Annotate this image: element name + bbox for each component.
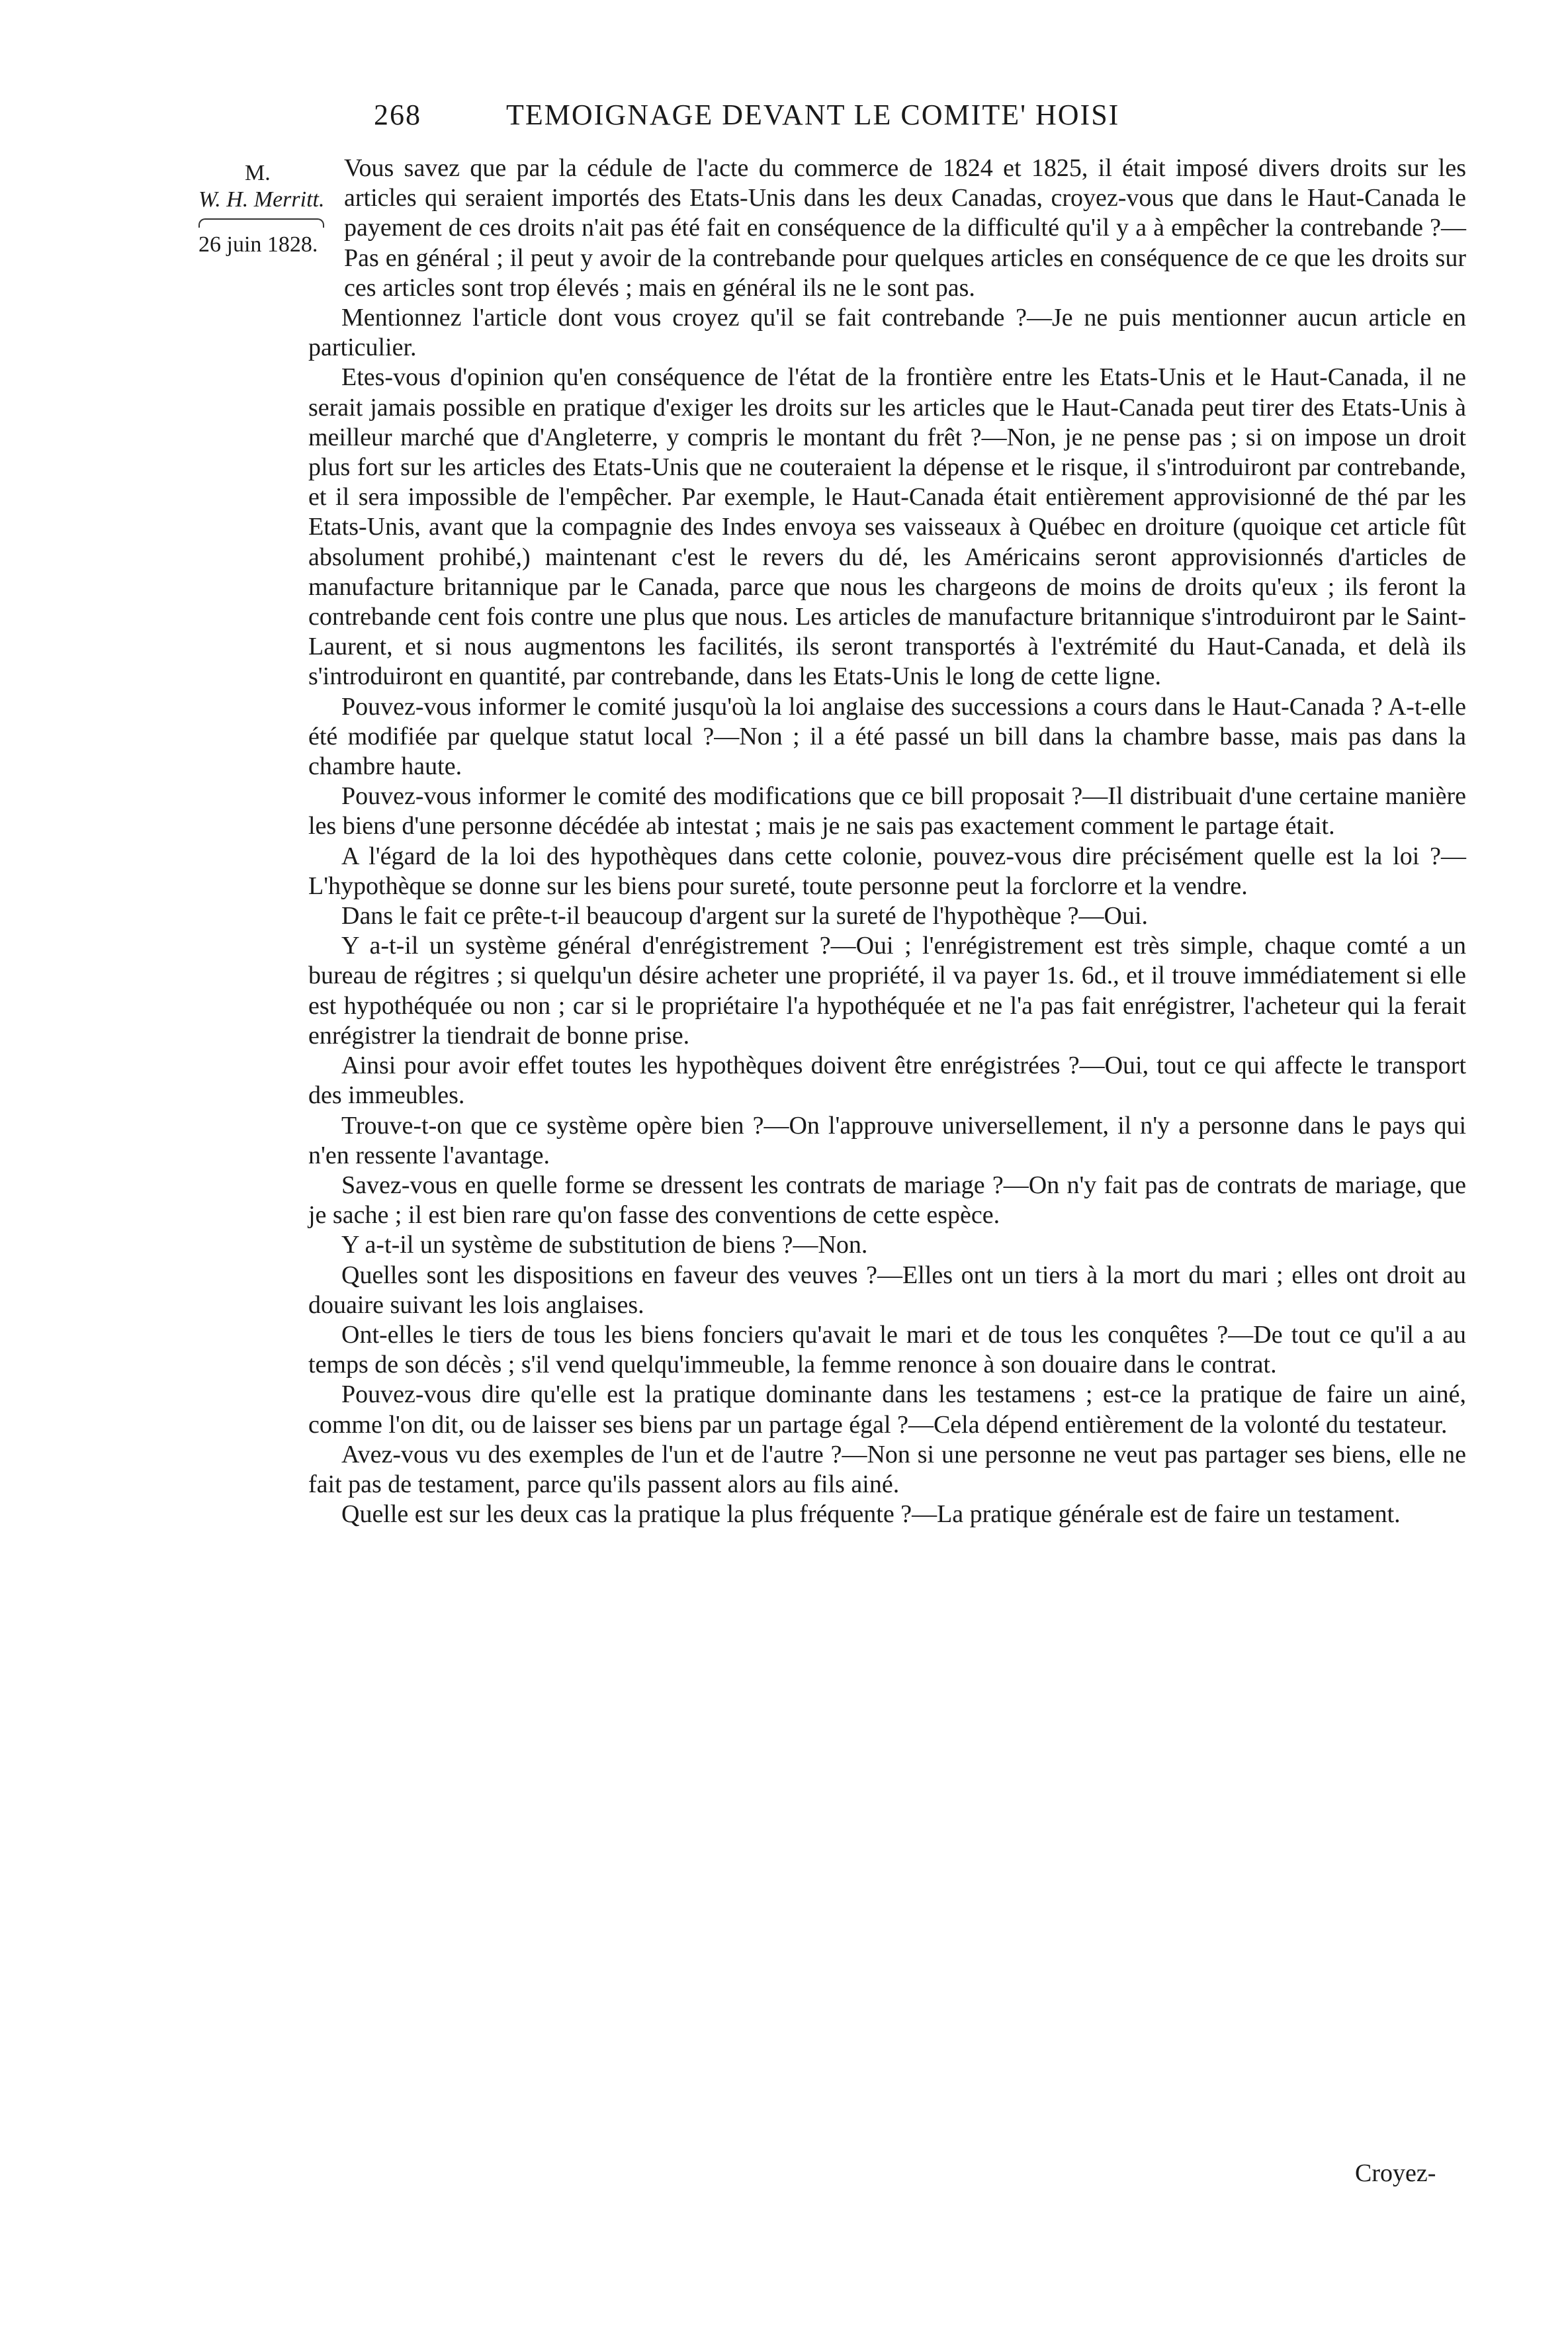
catchword: Croyez- [1355,2159,1436,2187]
page-header [374,98,1300,144]
paragraph: Avez-vous vu des exemples de l'un et de l'autre ?—Non si une personne ne veut pas partager ses biens, elle ne fait pas de testament, parce qu'ils passent alors au fils ainé. [308,1440,1466,1498]
margin-note-initial: M. [245,161,271,185]
paragraph: Quelle est sur les deux cas la pratique la plus fréquente ?—La pratique générale est de faire un testament. [341,1500,1401,1529]
paragraph: Ont-elles le tiers de tous les biens fonciers qu'avait le mari et de tous les conquêtes ?—De tout ce qu'il a au temps de son décès ; s'il vend quelqu'immeuble, la femme renonce à son douaire dans le contrat. [308,1320,1466,1379]
body-text [308,154,1466,1529]
paragraph: Y a-t-il un système de substitution de biens ?—Non. [341,1231,868,1259]
paragraph: Ainsi pour avoir effet toutes les hypothèques doivent être enrégistrées ?—Oui, tout ce qui affecte le transport des immeubles. [308,1052,1466,1110]
margin-note-date: 26 juin 1828. [198,232,318,257]
page-number: 268 [374,99,421,131]
running-title: TEMOIGNAGE DEVANT LE COMITE' HOISI [506,99,1120,131]
paragraph: Vous savez que par la cédule de l'acte du commerce de 1824 et 1825, il était imposé divers droits sur les articles qui seraient importés des Etats-Unis dans les deux Canadas, croyez-vous que dans le Haut-Canada le payement de ces droits n'ait pas été fait en conséquence de la difficulté qu'il y a à empêcher la contrebande ?—Pas en général ; il peut y avoir de la contrebande pour quelques articles en conséquence de ce que les droits sur ces articles sont trop élevés ; mais en général ils ne le sont pas. [344,154,1466,302]
paragraph: Dans le fait ce prête-t-il beaucoup d'argent sur la sureté de l'hypothèque ?—Oui. [341,902,1149,930]
paragraph: Etes-vous d'opinion qu'en conséquence de l'état de la frontière entre les Etats-Unis et le Haut-Canada, il ne serait jamais possible en pratique d'exiger les droits sur les articles que le Haut-Canada peut tirer des Etats-Unis à meilleur marché que d'Angleterre, y compris le montant du frêt ?—Non, je ne pense pas ; si on impose un droit plus fort sur les articles des Etats-Unis que ne couteraient la dépense et le risque, il s'introduiront par contrebande, et il sera impossible de l'empêcher. Par exemple, le Haut-Canada était entièrement approvisionné de thé par les Etats-Unis, avant que la compagnie des Indes envoya ses vaisseaux à Québec en droiture (quoique cet article fût absolument prohibé,) maintenant c'est le revers du dé, les Américains seront approvisionnés d'articles de manufacture britannique par le Canada, parce que nous les chargeons de moins de droits qu'eux ; ils feront la contrebande cent fois contre une plus que nous. Les articles de manufacture britannique s'introduiront par le Saint-Laurent, et si nous augmentons les facilités, ils seront transportés à l'extrémité du Haut-Canada, et delà ils s'introduiront en quantité, par contrebande, dans les Etats-Unis le long de cette ligne. [308,363,1466,691]
paragraph: Pouvez-vous dire qu'elle est la pratique dominante dans les testamens ; est-ce la pratique de faire un ainé, comme l'on dit, ou de laisser ses biens par un partage égal ?—Cela dépend entièrement de la volonté du testateur. [308,1380,1466,1439]
paragraph: Trouve-t-on que ce système opère bien ?—On l'approuve universellement, il n'y a personne dans le pays qui n'en ressente l'avantage. [308,1111,1466,1169]
margin-note-name: W. H. Merritt. [198,187,325,212]
margin-brace [198,218,324,228]
paragraph: Mentionnez l'article dont vous croyez qu'il se fait contrebande ?—Je ne puis mentionner aucun article en particulier. [308,304,1466,362]
paragraph: A l'égard de la loi des hypothèques dans cette colonie, pouvez-vous dire précisément quelle est la loi ?—L'hypothèque se donne sur les biens pour sureté, toute personne peut la forclorre et la vendre. [308,842,1466,900]
paragraph: Pouvez-vous informer le comité des modifications que ce bill proposait ?—Il distribuait d'une certaine manière les biens d'une personne décédée ab intestat ; mais je ne sais pas exactement comment le partage était. [308,782,1466,840]
paragraph: Savez-vous en quelle forme se dressent les contrats de mariage ?—On n'y fait pas de contrats de mariage, que je sache ; il est bien rare qu'on fasse des conventions de cette espèce. [308,1171,1466,1230]
paragraph: Quelles sont les dispositions en faveur des veuves ?—Elles ont un tiers à la mort du mari ; elles ont droit au douaire suivant les lois anglaises. [308,1261,1466,1319]
paragraph: Y a-t-il un système général d'enrégistrement ?—Oui ; l'enrégistrement est très simple, chaque comté a un bureau de régitres ; si quelqu'un désire acheter une propriété, il va payer 1s. 6d., et il trouve immédiatement si elle est hypothéquée ou non ; car si le propriétaire l'a hypothéquée et ne l'a pas fait enrégistrer, l'acheteur qui la ferait enrégistrer la tiendrait de bonne prise. [308,932,1466,1050]
paragraph: Pouvez-vous informer le comité jusqu'où la loi anglaise des successions a cours dans le Haut-Canada ? A-t-elle été modifiée par quelque statut local ?—Non ; il a été passé un bill dans la chambre basse, mais pas dans la chambre haute. [308,692,1466,781]
